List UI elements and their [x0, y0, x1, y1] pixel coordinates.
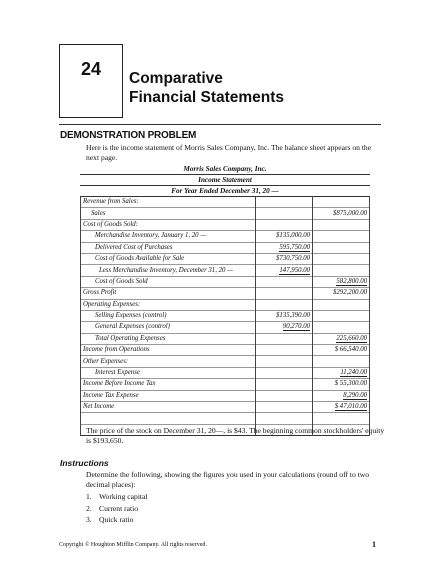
- row-label: Operating Expenses:: [81, 299, 256, 310]
- list-item: 3. Quick ratio: [86, 515, 134, 524]
- table-row: [81, 413, 370, 424]
- chapter-title: [129, 69, 284, 107]
- section-heading: DEMONSTRATION PROBLEM: [60, 130, 197, 141]
- table-row: [81, 333, 370, 344]
- amount-col2: $292,200.00: [313, 288, 370, 299]
- amount-col1: [256, 288, 313, 299]
- table-row: [81, 402, 370, 413]
- amount-col1: [256, 219, 313, 230]
- statement-period: For Year Ended December 31, 20 —: [80, 186, 370, 197]
- amount-col2: [313, 253, 370, 264]
- copyright-footer: Copyright © Houghton Mifflin Company. All rights reserved.: [59, 542, 207, 548]
- amount-col1: [256, 197, 313, 208]
- amount-col1: [256, 379, 313, 390]
- row-label: Merchandise Inventory, January 1, 20 —: [81, 231, 256, 242]
- row-label: [81, 413, 256, 424]
- table-row: [81, 231, 370, 242]
- amount-col2: $875,000.00: [313, 208, 370, 219]
- row-label: Revenue from Sales:: [81, 197, 256, 208]
- instructions-list: [86, 491, 148, 526]
- statement-header: [80, 164, 370, 197]
- company-name: Morris Sales Company, Inc.: [80, 164, 370, 175]
- row-label: Income from Operations: [81, 345, 256, 356]
- table-row: [81, 299, 370, 310]
- amount-col1: [256, 299, 313, 310]
- row-label: Gross Profit: [81, 288, 256, 299]
- table-row: [81, 197, 370, 208]
- table-row: [81, 345, 370, 356]
- amount-col2: [313, 322, 370, 333]
- amount-col2: [313, 231, 370, 242]
- table-row: [81, 242, 370, 253]
- row-label: Cost of Goods Sold:: [81, 219, 256, 230]
- amount-col2: [313, 356, 370, 367]
- amount-col1: $730,750.00: [256, 253, 313, 264]
- instructions-heading: Instructions: [60, 458, 109, 468]
- amount-col1: [256, 208, 313, 219]
- amount-col1: $135,390.00: [256, 310, 313, 321]
- amount-col2: 582,800.00: [313, 276, 370, 287]
- table-row: [81, 379, 370, 390]
- chapter-title-line2: Financial Statements: [129, 89, 285, 106]
- amount-col1: [256, 402, 313, 413]
- amount-col1: 595,750.00: [256, 242, 313, 253]
- row-label: Delivered Cost of Purchases: [81, 242, 256, 253]
- row-label: General Expenses (control): [81, 322, 256, 333]
- amount-col1: [256, 333, 313, 344]
- table-row: [81, 356, 370, 367]
- row-label: Sales: [81, 208, 256, 219]
- income-statement-table: [80, 196, 370, 436]
- amount-col1: [256, 345, 313, 356]
- row-label: Net Income: [81, 402, 256, 413]
- chapter-number-box: [59, 44, 123, 118]
- table-row: [81, 390, 370, 401]
- table-row: [81, 322, 370, 333]
- amount-col1: [256, 276, 313, 287]
- list-item: 2. Current ratio: [86, 503, 139, 513]
- amount-col2: [313, 242, 370, 253]
- row-label: Cost of Goods Available for Sale: [81, 253, 256, 264]
- stock-note: The price of the stock on December 31, 20—, is $43. The beginning common stockholders' equity is $193,650.: [86, 426, 385, 445]
- amount-col1: 90,270.00: [256, 322, 313, 333]
- row-label: Other Expenses:: [81, 356, 256, 367]
- amount-col1: 147,950.00: [256, 265, 313, 276]
- table-row: [81, 288, 370, 299]
- amount-col1: $135,000.00: [256, 231, 313, 242]
- amount-col2: [313, 197, 370, 208]
- amount-col2: $ 66,540.00: [313, 345, 370, 356]
- row-label: Cost of Goods Sold: [81, 276, 256, 287]
- amount-col2: [313, 299, 370, 310]
- amount-col2: [313, 413, 370, 424]
- amount-col2: [313, 310, 370, 321]
- table-row: [81, 265, 370, 276]
- table-row: [81, 208, 370, 219]
- amount-col2: 11,240.00: [313, 367, 370, 378]
- row-label: Selling Expenses (control): [81, 310, 256, 321]
- chapter-title-line1: Comparative: [129, 70, 223, 87]
- table-row: [81, 276, 370, 287]
- table-row: [81, 219, 370, 230]
- table-row: [81, 310, 370, 321]
- row-label: Total Operating Expenses: [81, 333, 256, 344]
- amount-col2: 8,290.00: [313, 390, 370, 401]
- divider: [59, 124, 381, 125]
- amount-col1: [256, 390, 313, 401]
- instructions-text: Determine the following, showing the figures you used in your calculations (round off to two decimal places):: [86, 470, 370, 489]
- amount-col2: [313, 219, 370, 230]
- amount-col1: [256, 367, 313, 378]
- amount-col2: $ 47,010.00: [313, 402, 370, 413]
- row-label: Income Tax Expense: [81, 390, 256, 401]
- statement-name: Income Statement: [80, 175, 370, 186]
- amount-col1: [256, 356, 313, 367]
- intro-text: Here is the income statement of Morris Sales Company, Inc. The balance sheet appears on the next page.: [86, 143, 372, 162]
- page-number: 1: [372, 540, 376, 549]
- amount-col2: $ 55,300.00: [313, 379, 370, 390]
- row-label: Less Merchandise Inventory, December 31, 20 —: [81, 265, 256, 276]
- amount-col1: [256, 413, 313, 424]
- amount-col2: 225,660.00: [313, 333, 370, 344]
- row-label: Interest Expense: [81, 367, 256, 378]
- amount-col2: [313, 265, 370, 276]
- list-item: 1. Working capital: [86, 492, 148, 501]
- table-row: [81, 253, 370, 264]
- row-label: Income Before Income Tax: [81, 379, 256, 390]
- table-row: [81, 367, 370, 378]
- chapter-number: 24: [80, 59, 102, 79]
